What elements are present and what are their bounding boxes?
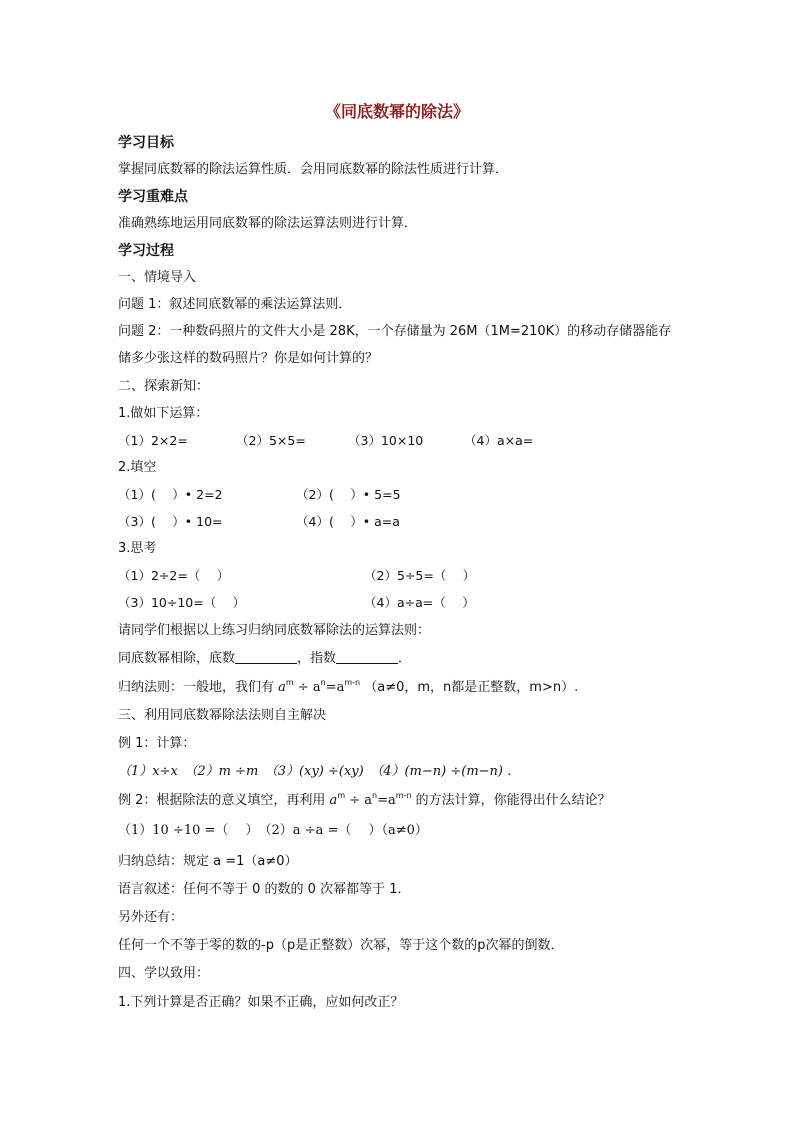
practice-1-item: （3）10×10 xyxy=(348,433,424,448)
question-2-line2: 储多少张这样的数码照片？你是如何计算的？ xyxy=(118,351,379,366)
formula-exp-m: m xyxy=(285,678,294,687)
example-1: 例 1：计算： xyxy=(118,736,196,751)
formula-exp-m: m xyxy=(337,791,346,800)
formula-base: a xyxy=(278,680,286,695)
formula-exp-mn: m-n xyxy=(395,791,412,800)
practice-3-item: （2）5÷5=（ ） xyxy=(364,568,476,583)
induction-text: 归纳法则：一般地，我们有 xyxy=(118,680,275,695)
heading-process: 学习过程 xyxy=(118,243,174,259)
practice-1-item: （1）2×2= xyxy=(118,433,188,448)
induction-rule xyxy=(118,679,578,697)
document-title: 《同底数幂的除法》 xyxy=(324,102,469,121)
heading-goal: 学习目标 xyxy=(118,135,174,151)
practice-1-item: （2）5×5= xyxy=(236,433,306,448)
practice-3-item: （3）10÷10=（ ） xyxy=(118,595,246,610)
section-3: 三、利用同底数幂除法法则自主解决 xyxy=(118,708,327,723)
example-2-text-a: 例 2：根据除法的意义填空，再利用 xyxy=(118,793,326,808)
practice-3-item: （1）2÷2=（ ） xyxy=(118,568,230,583)
practice-2: 2.填空 xyxy=(118,460,157,475)
practice-2-item: （1）( ）• 2=2 xyxy=(118,487,223,502)
fill-blank-base[interactable] xyxy=(235,651,297,664)
language-statement: 语言叙述：任何不等于 0 的数的 0 次幂都等于 1． xyxy=(118,882,411,897)
formula-eq: =a xyxy=(325,680,345,695)
heading-difficulty: 学习重难点 xyxy=(118,189,188,205)
example-2-items: （1）10 ÷10 =（ ） （2）a ÷a =（ ）（a≠0） xyxy=(118,823,428,838)
rule-statement xyxy=(118,650,411,668)
practice-3-item: （4）a÷a=（ ） xyxy=(364,595,475,610)
example-2-text-b: 的方法计算，你能得出什么结论？ xyxy=(415,793,611,808)
goal-text: 掌握同底数幂的除法运算性质．会用同底数幂的除法性质进行计算． xyxy=(118,162,509,177)
conclusion: 归纳总结：规定 a =1（a≠0） xyxy=(118,854,298,869)
formula-exp-n: n xyxy=(372,791,378,800)
formula-div: ÷ a xyxy=(293,680,321,695)
fill-blank-exponent[interactable] xyxy=(336,651,398,664)
practice-2-item: （2）( ）• 5=5 xyxy=(296,487,401,502)
induction-condition: （a≠0，m，n都是正整数，m>n）. xyxy=(364,680,579,695)
formula-base: a xyxy=(329,793,338,808)
example-1-items: （1）x÷x （2）m ÷m （3）(xy) ÷(xy) （4）(m−n) ÷(m−n) ． xyxy=(118,764,521,779)
formula-exp-n: n xyxy=(320,678,326,687)
formula-div: ÷ a xyxy=(345,793,373,808)
rule-text-a: 同底数幂相除，底数 xyxy=(118,651,236,666)
also-note: 另外还有： xyxy=(118,910,184,925)
rule-text-b: ，指数 xyxy=(297,651,337,666)
example-2 xyxy=(118,792,611,810)
formula-exp-mn: m-n xyxy=(344,678,361,687)
section-1: 一、情境导入 xyxy=(118,270,197,285)
practice-2-item: （3）( ）• 10= xyxy=(118,514,223,529)
negative-exponent-rule: 任何一个不等于零的数的-p（p是正整数）次幂，等于这个数的p次幂的倒数． xyxy=(118,938,564,953)
formula-eq: =a xyxy=(377,793,396,808)
practice-1: 1.做如下运算： xyxy=(118,406,209,421)
question-2-line1: 问题 2：一种数码照片的文件大小是 28K，一个存储量为 26M（1M=210K）的移动存储器能存 xyxy=(118,324,672,339)
practice-1-item: （4）a×a= xyxy=(464,433,534,448)
practice-3: 3.思考 xyxy=(118,541,157,556)
practice-2-item: （4）( ）• a=a xyxy=(296,514,400,529)
section-2: 二、探索新知： xyxy=(118,379,210,394)
use-question-1: 1.下列计算是否正确？如果不正确，应如何改正？ xyxy=(118,995,404,1010)
section-4: 四、学以致用： xyxy=(118,966,210,981)
question-1: 问题 1：叙述同底数幂的乘法运算法则． xyxy=(118,297,352,312)
rule-text-c: ． xyxy=(398,651,412,666)
difficulty-text: 准确熟练地运用同底数幂的除法运算法则进行计算． xyxy=(118,216,418,231)
summary-prompt: 请同学们根据以上练习归纳同底数幂除法的运算法则： xyxy=(118,623,431,638)
